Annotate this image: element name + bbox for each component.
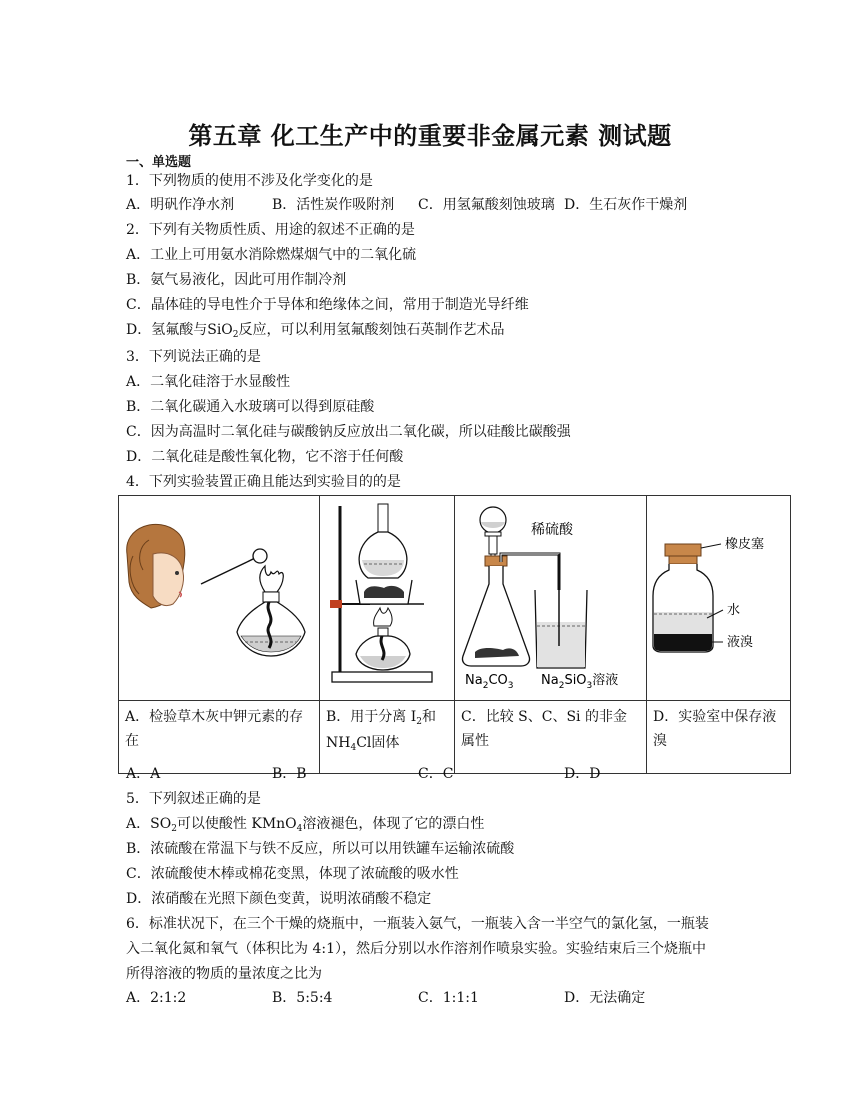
label-bromine: 液溴 [727, 635, 754, 650]
q4-option-c: C．C [418, 766, 454, 782]
q1-options [126, 196, 746, 214]
label-dilute-acid: 稀硫酸 [531, 522, 573, 538]
q1-option-c: C．用氢氟酸刻蚀玻璃 [418, 197, 555, 213]
q2-option-d [126, 321, 505, 341]
q5-option-a [126, 815, 484, 835]
section-heading: 一、单选题 [126, 155, 192, 170]
label-na2co3: $Na_2CO_3$ [465, 673, 514, 691]
q4-figure-a [119, 496, 320, 701]
page-title: 第五章 化工生产中的重要非金属元素 测试题 [188, 121, 672, 150]
q6-stem-line2: 入二氧化氮和氧气（体积比为 4:1），然后分别以水作溶剂作喷泉实验。实验结束后三个烧瓶中 [126, 941, 706, 957]
q1-option-b: B．活性炭作吸附剂 [272, 197, 395, 213]
q5-a-rest: 溶液褪色，体现了它的漂白性 [302, 816, 485, 832]
q3-option-d: D．二氧化硅是酸性氧化物，它不溶于任何酸 [126, 449, 404, 465]
q4-figure-d [647, 496, 791, 701]
q4-caption-b-sub: 2 [416, 717, 423, 727]
q4-stem: 4．下列实验装置正确且能达到实验目的的是 [126, 474, 401, 490]
q4-caption-b-sub2: 4 [350, 743, 357, 753]
q4-caption-b-mid: 和 NH [326, 709, 437, 751]
label-water: 水 [727, 603, 741, 618]
bromine-storage-figure [647, 496, 778, 696]
q5-a-mid: 可以使酸性 KMnO [176, 816, 297, 832]
q5-option-b: B．浓硫酸在常温下与铁不反应，所以可以用铁罐车运输浓硫酸 [126, 841, 515, 857]
q3-option-a: A．二氧化硅溶于水显酸性 [126, 374, 291, 390]
label-stopper: 橡皮塞 [725, 537, 765, 552]
q4-apparatus-table [118, 495, 791, 774]
q3-option-c: C．因为高温时二氧化硅与碳酸钠反应放出二氧化碳，所以硅酸比碳酸强 [126, 424, 571, 440]
q2-option-a: A．工业上可用氨水消除燃煤烟气中的二氧化硫 [126, 247, 417, 263]
q2-d-text: D．氢氟酸与 [126, 322, 208, 338]
q6-stem-line3: 所得溶液的物质的量浓度之比为 [126, 966, 322, 982]
q4-caption-b-post: Cl固体 [356, 735, 400, 751]
q4-figure-c [455, 496, 647, 701]
q5-a-sub: 2 [171, 824, 177, 834]
q4-figure-b [320, 496, 455, 701]
q3-stem: 3．下列说法正确的是 [126, 349, 261, 365]
sublimation-figure [320, 496, 442, 696]
q4-caption-a: A．检验草木灰中钾元素的存在 [119, 701, 320, 774]
q4-caption-b [320, 701, 455, 774]
q4-options [126, 765, 746, 783]
q2-d-sub: 2 [232, 330, 239, 340]
q2-option-b: B．氨气易液化，因此可用作制冷剂 [126, 272, 347, 288]
q6-options [126, 989, 746, 1007]
acid-strength-figure [455, 496, 634, 696]
q2-d-rest: 反应，可以利用氢氟酸刻蚀石英制作艺术品 [238, 322, 505, 338]
q6-option-b: B．5:5:4 [272, 990, 333, 1006]
q6-option-a: A．2:1:2 [126, 990, 187, 1006]
q4-caption-b-text: B．用于分离 I [326, 709, 417, 725]
q2-option-c: C．晶体硅的导电性介于导体和绝缘体之间，常用于制造光导纤维 [126, 297, 529, 313]
q5-option-c: C．浓硫酸使木棒或棉花变黑，体现了浓硫酸的吸水性 [126, 866, 459, 882]
q6-stem-line1: 6．标准状况下，在三个干燥的烧瓶中，一瓶装入氨气，一瓶装入含一半空气的氯化氢，一瓶装 [126, 916, 709, 932]
q5-a-sub2: 4 [296, 824, 303, 834]
q5-a-text: A．SO [126, 816, 172, 832]
q4-caption-c: C．比较 S、C、Si 的非金属性 [455, 701, 647, 774]
q5-option-d: D．浓硝酸在光照下颜色变黄，说明浓硝酸不稳定 [126, 891, 432, 907]
q1-option-d: D．生石灰作干燥剂 [564, 197, 688, 213]
q1-stem: 1．下列物质的使用不涉及化学变化的是 [126, 173, 373, 189]
q4-option-a: A．A [126, 766, 161, 782]
q3-option-b: B．二氧化碳通入水玻璃可以得到原硅酸 [126, 399, 375, 415]
flame-test-figure [119, 496, 307, 696]
q2-stem: 2．下列有关物质性质、用途的叙述不正确的是 [126, 222, 415, 238]
q1-option-a: A．明矾作净水剂 [126, 197, 235, 213]
q2-d-formula: SiO [207, 322, 233, 338]
label-na2sio3: $Na_2SiO_3$溶液 [541, 673, 619, 691]
q5-stem: 5．下列叙述正确的是 [126, 791, 261, 807]
q6-option-c: C．1:1:1 [418, 990, 479, 1006]
q6-option-d: D．无法确定 [564, 990, 646, 1006]
q4-caption-d: D．实验室中保存液溴 [647, 701, 791, 774]
q4-option-d: D．D [564, 766, 601, 782]
q4-option-b: B．B [272, 766, 307, 782]
